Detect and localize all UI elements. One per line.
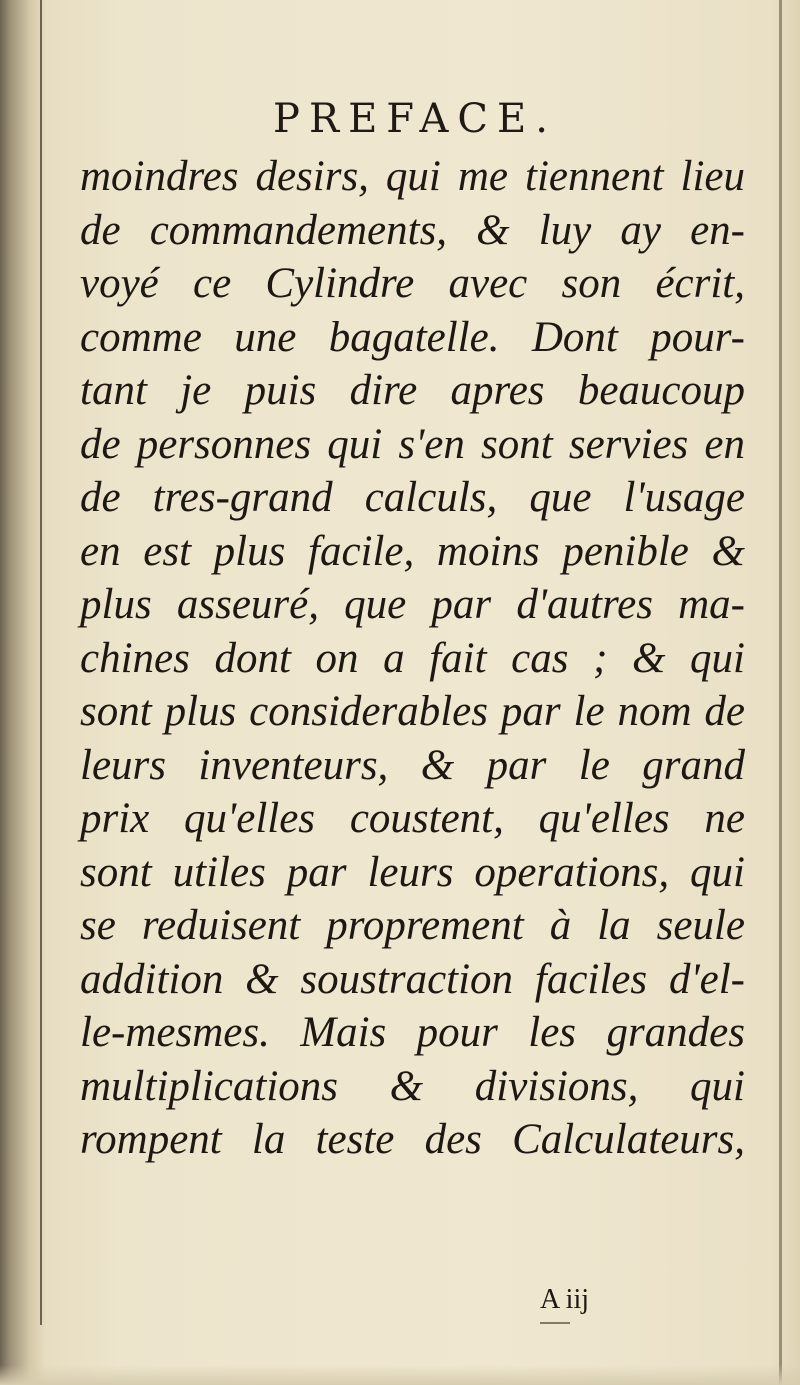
text-line: prix qu'elles coustent, qu'elles ne (80, 795, 745, 842)
text-line: de tres-grand calculs, que l'usage (80, 474, 745, 521)
text-line: plus asseuré, que par d'autres ma- (80, 581, 745, 628)
running-header: PREFACE. (273, 96, 557, 142)
text-line: multiplications & divisions, qui (80, 1062, 745, 1110)
text-line: sont utiles par leurs operations, qui (80, 848, 745, 896)
text-line: tant je puis dire apres beaucoup (80, 367, 745, 414)
page-right-edge (779, 0, 782, 1385)
text-line: leurs inventeurs, & par le grand (80, 741, 745, 789)
text-line: moindres desirs, qui me tiennent lieu (80, 153, 745, 200)
text-line: se reduisent proprement à la seule (80, 902, 745, 949)
page-binding-edge (40, 0, 42, 1325)
text-line: voyé ce Cylindre avec son écrit, (80, 260, 745, 307)
signature-underline (540, 1322, 570, 1324)
body-text (80, 150, 745, 1167)
text-line: addition & soustraction faciles d'el- (80, 955, 745, 1003)
text-line: sont plus considerables par le nom de (80, 688, 745, 735)
text-line: en est plus facile, moins penible & (80, 527, 745, 575)
text-line: comme une bagatelle. Dont pour- (80, 313, 745, 361)
text-line: rompent la teste des Calculateurs, (80, 1116, 745, 1163)
page-bottom-edge (0, 1365, 800, 1385)
text-line: de personnes qui s'en sont servies en (80, 420, 745, 468)
text-line: le-mesmes. Mais pour les grandes (80, 1009, 745, 1056)
signature-mark: A iij (540, 1284, 590, 1315)
text-line: chines dont on a fait cas ; & qui (80, 634, 745, 682)
text-line: de commandements, & luy ay en- (80, 206, 745, 254)
